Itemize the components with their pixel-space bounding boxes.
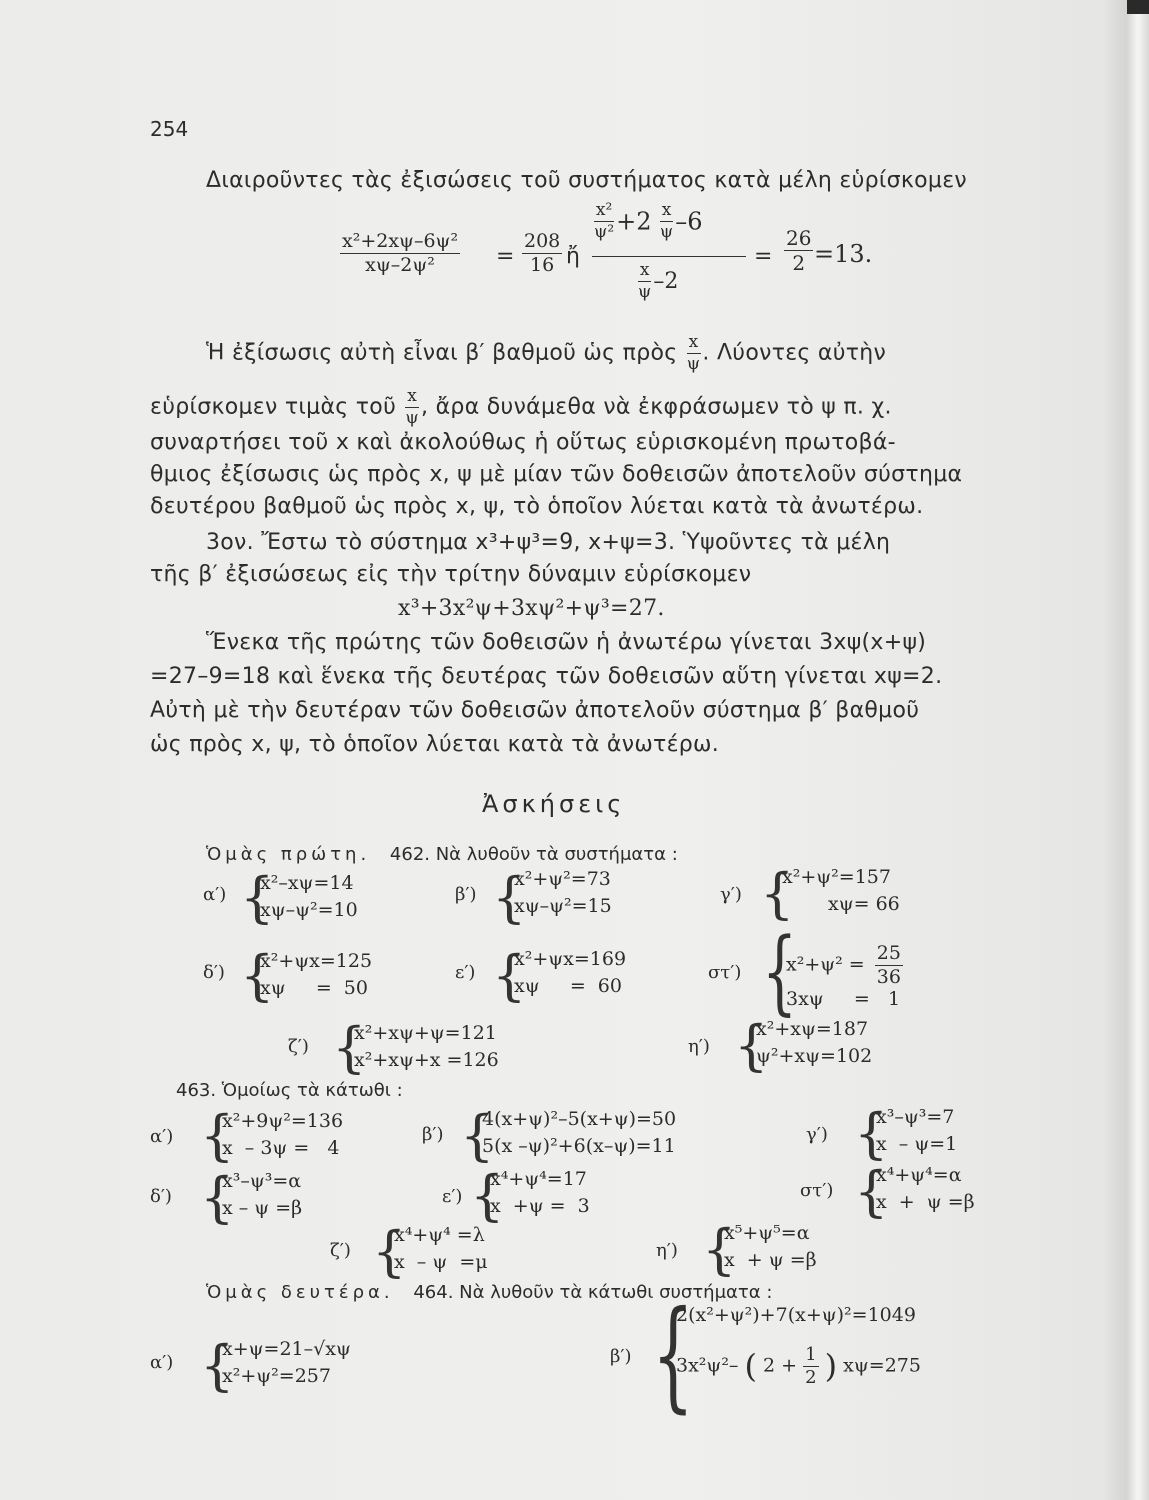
ex463-e-eq2: x +ψ = 3: [490, 1195, 590, 1217]
eq-equals-1: =: [496, 244, 515, 269]
exercises-title: Ἀσκήσεις: [482, 790, 626, 818]
para1-frac-den: ψ: [686, 354, 701, 374]
ex462-h-system: [756, 1016, 872, 1070]
ex464-a-eq2: x²+ψ²=257: [222, 1365, 331, 1387]
para2-line2: τῆς β′ ἐξισώσεως εἰς τὴν τρίτην δύναμιν εὑρίσκομεν: [150, 562, 752, 587]
scan-corner: [1127, 0, 1149, 14]
ex462-z-brace: {: [332, 1016, 367, 1079]
big-den-b: –2: [653, 269, 679, 294]
para1-l2a: εὑρίσκομεν τιμὰς τοῦ: [150, 394, 397, 420]
ex462-c-eq2: xψ= 66: [828, 893, 900, 915]
ex462-b-brace: {: [492, 866, 527, 929]
ex463-z-system: [394, 1222, 488, 1276]
ex464-b-label: β′): [610, 1346, 632, 1367]
big-b: +2: [616, 207, 652, 236]
ex464-b-open-paren: (: [744, 1347, 757, 1385]
para1-frac-num: x: [688, 332, 699, 352]
ex464-b-den: 2: [805, 1367, 817, 1388]
big-a-den: ψ²: [594, 222, 615, 242]
para2-line7: ὡς πρὸς x, ψ, τὸ ὁποῖον λύεται κατὰ τὰ ἀνωτέρω.: [150, 732, 720, 757]
ex463-a-eq2: x – 3ψ = 4: [222, 1137, 340, 1159]
ex463-b-system: [482, 1106, 676, 1160]
group1-heading: Ὁμὰς πρώτη.: [206, 844, 371, 865]
ex463-d-brace: {: [200, 1166, 235, 1229]
ex464-b-eq1: 2(x²+ψ²)+7(x+ψ)²=1049: [676, 1304, 916, 1326]
ex462-h-brace: {: [734, 1014, 769, 1077]
group2-heading: Ὁμὰς δευτέρα.: [206, 1282, 394, 1303]
ex462-h-eq2: ψ²+xψ=102: [756, 1045, 873, 1067]
para1-line4: θμιος ἐξίσωσις ὡς πρὸς x, ψ μὲ μίαν τῶν δοθεισῶν ἀποτελοῦν σύστημα: [150, 462, 963, 487]
ex462-st-eq1-text: x²+ψ² =: [786, 953, 865, 976]
ex463-instruction: 463. Ὁμοίως τὰ κάτωθι :: [176, 1080, 403, 1101]
ex463-d-eq1: x³–ψ³=α: [222, 1170, 302, 1192]
ex463-e-eq1: x⁴+ψ⁴=17: [490, 1168, 587, 1190]
para1-frac2-num: x: [407, 386, 418, 406]
ex462-a-label: α′): [203, 884, 227, 905]
ex462-z-system: [354, 1020, 499, 1074]
group1-heading-line: [206, 844, 678, 865]
ex463-st-system: [876, 1162, 975, 1216]
ex463-h-brace: {: [702, 1218, 737, 1281]
eq-big-denominator: [636, 262, 678, 301]
ex464-b-brace: {: [652, 1286, 694, 1425]
ex463-c-label: γ′): [806, 1124, 828, 1145]
para1-frac2-den: ψ: [405, 408, 420, 428]
ex462-b-system: [514, 866, 612, 920]
ex462-e-system: [514, 946, 626, 1000]
ex463-h-label: η′): [656, 1240, 678, 1261]
ex463-a-brace: {: [200, 1104, 235, 1167]
ex463-b-brace: {: [460, 1104, 495, 1167]
intro-line: Διαιροῦντες τὰς ἐξισώσεις τοῦ συστήματος κατὰ μέλη εὑρίσκομεν: [206, 168, 968, 193]
ex462-st-den: 36: [876, 966, 901, 988]
ex463-c-brace: {: [854, 1102, 889, 1165]
para1-l2b: , ἄρα δυνάμεθα νὰ ἐκφράσωμεν τὸ ψ π. χ.: [421, 394, 892, 420]
para1-l1b: . Λύοντες αὐτὴν: [702, 340, 887, 366]
ex463-z-eq2: x – ψ =μ: [394, 1251, 488, 1273]
ex463-z-brace: {: [372, 1220, 407, 1283]
ex462-c-brace: {: [760, 862, 795, 925]
ex464-b-num: 1: [805, 1344, 817, 1365]
ex462-a-eq1: x²–xψ=14: [260, 872, 354, 894]
ex463-h-eq2: x + ψ =β: [724, 1249, 817, 1271]
ex463-d-system: [222, 1168, 302, 1222]
para2-line6: Αὐτὴ μὲ τὴν δευτέραν τῶν δοθεισῶν ἀποτελοῦν σύστημα β′ βαθμοῦ: [150, 698, 920, 723]
group1-instruction: 462. Νὰ λυθοῦν τὰ συστήματα :: [389, 844, 678, 865]
ex462-b-eq2: xψ–ψ²=15: [514, 895, 612, 917]
ex463-h-system: [724, 1220, 817, 1274]
para1-line3: συναρτήσει τοῦ x καὶ ἀκολούθως ἡ οὕτως εὑρισκομένη πρωτοβά-: [150, 430, 896, 455]
eq-208-den: 16: [530, 254, 555, 276]
ex463-a-eq1: x²+9ψ²=136: [222, 1110, 344, 1132]
big-d: –6: [675, 207, 703, 236]
big-c-den: ψ: [659, 222, 674, 242]
page-edge: [1127, 0, 1149, 1500]
page-number: 254: [150, 117, 189, 141]
ex464-a-system: [222, 1336, 351, 1390]
eq-lhs-den: xψ–2ψ²: [365, 254, 435, 276]
ex462-h-eq1: x²+xψ=187: [756, 1018, 869, 1040]
ex463-c-eq2: x – ψ=1: [876, 1133, 958, 1155]
ex463-z-eq1: x⁴+ψ⁴ =λ: [394, 1224, 485, 1246]
ex462-z-eq2: x²+xψ+x =126: [354, 1049, 499, 1071]
ex463-h-eq1: x⁵+ψ⁵=α: [724, 1222, 810, 1244]
ex463-e-system: [490, 1166, 590, 1220]
ex462-e-brace: {: [492, 944, 527, 1007]
ex462-h-label: η′): [688, 1036, 710, 1057]
ex463-z-label: ζ′): [330, 1240, 351, 1261]
ex462-z-eq1: x²+xψ+ψ=121: [354, 1022, 497, 1044]
ex462-e-eq1: x²+ψx=169: [514, 948, 627, 970]
ex463-st-brace: {: [854, 1160, 889, 1223]
big-den-den: ψ: [638, 282, 652, 302]
ex462-d-system: [260, 948, 372, 1002]
ex462-a-brace: {: [240, 866, 275, 929]
ex464-a-brace: {: [200, 1334, 235, 1397]
ex463-b-label: β′): [422, 1124, 444, 1145]
para1-line1: [206, 334, 886, 373]
ex462-st-label: στ′): [708, 962, 742, 983]
group2-instruction: 464. Νὰ λυθοῦν τὰ κάτωθι συστήματα :: [413, 1282, 773, 1303]
ex462-d-eq1: x²+ψx=125: [260, 950, 373, 972]
ex462-z-label: ζ′): [288, 1036, 309, 1057]
ex462-d-label: δ′): [203, 962, 225, 983]
ex462-b-eq1: x²+ψ²=73: [514, 868, 611, 890]
ex463-d-label: δ′): [150, 1186, 172, 1207]
eq-lhs-num: x²+2xψ–6ψ²: [342, 230, 459, 252]
para1-line2: [150, 388, 892, 427]
ex464-b-eq2-c: xψ=275: [843, 1354, 921, 1377]
ex462-c-system: [782, 864, 900, 918]
ex462-b-label: β′): [455, 884, 477, 905]
eq-big-numerator: [592, 202, 703, 241]
ex463-d-eq2: x – ψ =β: [222, 1197, 303, 1219]
eq-208-num: 208: [524, 230, 561, 252]
equation-lhs-fraction: [340, 232, 460, 275]
para1-line5: δευτέρου βαθμοῦ ὡς πρὸς x, ψ, τὸ ὁποῖον λύεται κατὰ τὰ ἀνωτέρω.: [150, 494, 924, 519]
ex462-c-eq1: x²+ψ²=157: [782, 866, 891, 888]
ex463-st-eq2: x + ψ =β: [876, 1191, 975, 1213]
ex463-a-system: [222, 1108, 343, 1162]
ex463-st-eq1: x⁴+ψ⁴=α: [876, 1164, 962, 1186]
ex462-st-eq1: [786, 944, 903, 987]
ex463-b-eq2: 5(x –ψ)²+6(x–ψ)=11: [482, 1135, 676, 1157]
eq-fraction-26: [784, 228, 813, 273]
eq-26-den: 2: [792, 251, 806, 275]
ex462-d-eq2: xψ = 50: [260, 977, 368, 999]
ex462-st-brace: {: [762, 918, 798, 1025]
ex463-a-label: α′): [150, 1126, 174, 1147]
ex464-a-label: α′): [150, 1352, 174, 1373]
para2-line5: =27–9=18 καὶ ἕνεκα τῆς δευτέρας τῶν δοθεισῶν αὕτη γίνεται xψ=2.: [150, 664, 943, 689]
ex463-e-label: ε′): [442, 1186, 463, 1207]
ex464-b-eq2: [676, 1346, 921, 1387]
eq-equals-2: =: [754, 244, 773, 269]
para2-line3: x³+3x²ψ+3xψ²+ψ³=27.: [398, 596, 665, 621]
ex464-a-eq1: x+ψ=21–√xψ: [222, 1338, 351, 1360]
ex463-e-brace: {: [470, 1164, 505, 1227]
ex462-e-eq2: xψ = 60: [514, 975, 622, 997]
big-a-num: x²: [595, 200, 613, 220]
big-den-num: x: [639, 260, 650, 280]
ex462-d-brace: {: [240, 944, 275, 1007]
ex462-a-system: [260, 870, 358, 924]
ex462-st-num: 25: [876, 942, 901, 964]
ex463-c-eq1: x³–ψ³=7: [876, 1106, 955, 1128]
ex462-c-label: γ′): [720, 884, 742, 905]
para2-line1: 3ον. Ἔστω τὸ σύστημα x³+ψ³=9, x+ψ=3. Ὑψοῦντες τὰ μέλη: [206, 530, 891, 555]
ex463-b-eq1: 4(x+ψ)²–5(x+ψ)=50: [482, 1108, 677, 1130]
para2-line4: Ἕνεκα τῆς πρώτης τῶν δοθεισῶν ἡ ἀνωτέρω γίνεται 3xψ(x+ψ): [206, 630, 927, 655]
ex463-c-system: [876, 1104, 957, 1158]
eq-fraction-208: [522, 232, 562, 275]
eq-or: ἤ: [566, 244, 581, 269]
eq-result: =13.: [814, 240, 873, 268]
ex462-a-eq2: xψ–ψ²=10: [260, 899, 358, 921]
ex463-st-label: στ′): [800, 1180, 834, 1201]
eq-26-num: 26: [786, 226, 812, 250]
ex462-e-label: ε′): [455, 962, 476, 983]
ex464-b-close-paren: ): [824, 1347, 838, 1385]
ex462-st-eq2: 3xψ = 1: [786, 988, 901, 1010]
ex464-b-eq2-a: 3x²ψ²–: [676, 1354, 739, 1377]
big-fraction-bar: [592, 256, 746, 257]
big-c-num: x: [661, 200, 672, 220]
para1-l1a: Ἡ ἐξίσωσις αὐτὴ εἶναι β′ βαθμοῦ ὡς πρὸς: [206, 340, 678, 366]
ex464-b-eq2-b: 2 +: [763, 1354, 798, 1377]
